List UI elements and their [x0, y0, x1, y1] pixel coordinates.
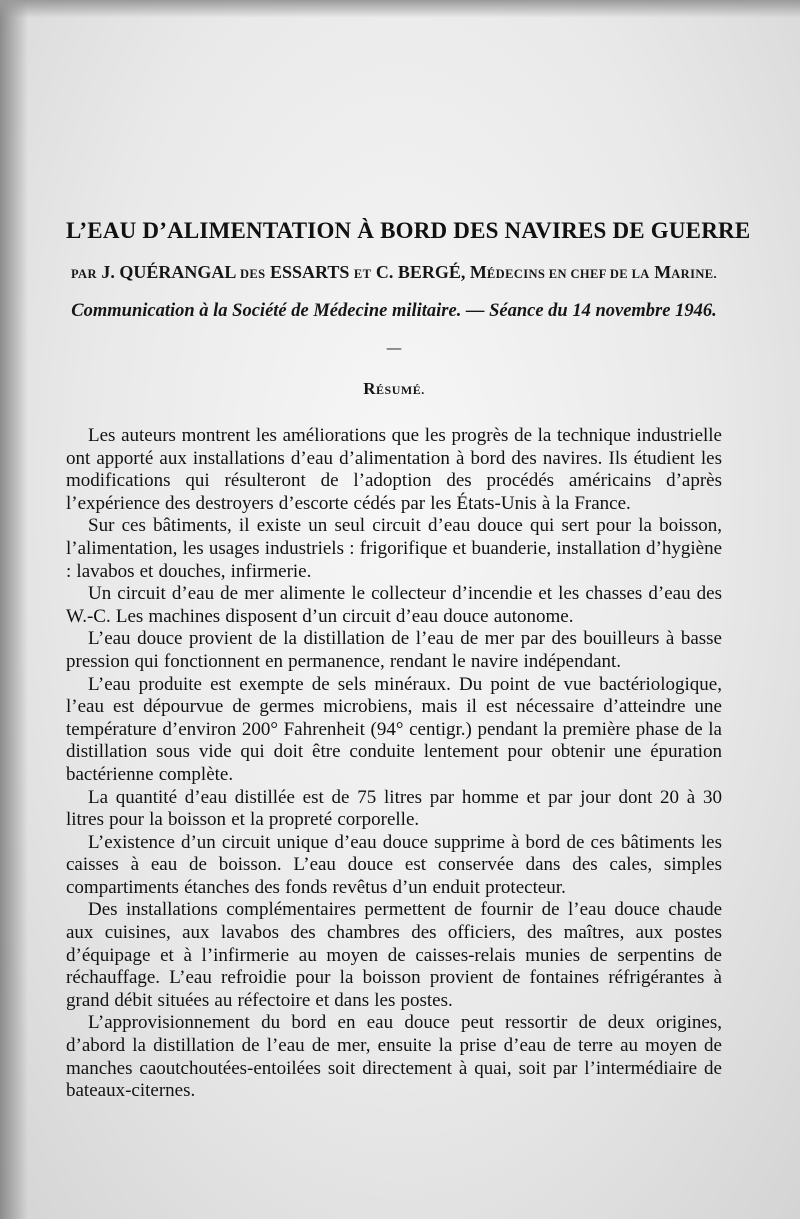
section-heading-resume	[66, 379, 722, 399]
byline-role-initial: M	[469, 262, 487, 282]
section-heading-rest: ÉSUMÉ.	[376, 383, 425, 397]
byline-author-1-suffix: ESSARTS	[269, 262, 350, 282]
separator-dash: —	[386, 338, 402, 357]
byline-role-rest: ÉDECINS EN CHEF DE LA	[486, 267, 650, 281]
byline	[66, 262, 722, 283]
article-title: L’EAU D’ALIMENTATION À BORD DES NAVIRES DE GUERRE	[66, 218, 751, 243]
article	[66, 218, 751, 1103]
paragraph: L’existence d’un circuit unique d’eau douce supprime à bord de ces bâtiments les caisses à eau de boisson. L’eau douce est conservée dans des cales, simples compartiments étanches des fonds revêtus d’un enduit protecteur.	[66, 831, 722, 898]
byline-marine	[654, 262, 717, 282]
byline-marine-initial: M	[654, 262, 672, 282]
byline-des: DES	[239, 267, 266, 281]
byline-et: ET	[353, 267, 372, 281]
byline-author-2: C. BERGÉ,	[375, 262, 466, 282]
resume-body	[66, 425, 722, 1103]
communication-line: Communication à la Société de Médecine militaire. — Séance du 14 novembre 1946.	[71, 301, 717, 321]
paragraph: L’approvisionnement du bord en eau douce peut ressortir de deux origines, d’abord la distillation de l’eau de mer, ensuite la prise d’eau de terre au moyen de manches caoutchoutées-entoilées soit directement à quai, soit par l’intermédiaire de bateaux-citernes.	[66, 1012, 722, 1102]
paragraph: Un circuit d’eau de mer alimente le collecteur d’incendie et les chasses d’eau des W.-C. Les machines disposent d’un circuit d’eau douce autonome.	[66, 583, 722, 627]
paragraph: La quantité d’eau distillée est de 75 litres par homme et par jour dont 20 à 30 litres pour la boisson et la propreté corporelle.	[66, 786, 722, 831]
byline-par: PAR	[70, 267, 97, 281]
section-heading-initial: R	[363, 379, 377, 398]
byline-marine-rest: ARINE.	[671, 267, 718, 281]
byline-role	[470, 262, 650, 282]
paragraph: L’eau produite est exempte de sels minéraux. Du point de vue bactériologique, l’eau est dépourvue de germes microbiens, mais il est nécessaire d’atteindre une température d’environ 200° Fahrenheit (94° centigr.) pendant la première phase de la distillation sous vide qui doit être conduite lentement pour obtenir une épuration bactérienne complète.	[66, 673, 722, 785]
paragraph: Des installations complémentaires permettent de fournir de l’eau douce chaude aux cuisines, aux lavabos des chambres des officiers, des maîtres, aux postes d’équipage et à l’infirmerie au moyen de caisses-relais munies de serpentins de réchauffage. L’eau refroidie pour la boisson provient de fontaines réfrigérantes à grand débit situées au réfectoire et dans les postes.	[66, 899, 722, 1011]
paragraph: Sur ces bâtiments, il existe un seul circuit d’eau douce qui sert pour la boisson, l’alimentation, les usages industriels : frigorifique et buanderie, installation d’hygiène : lavabos et douches, infirmerie.	[66, 515, 722, 582]
paragraph: Les auteurs montrent les améliorations que les progrès de la technique industrielle ont apporté aux installations d’eau d’alimentation à bord des navires. Ils étudient les modifications qui résulteront de l’adoption des procédés américains d’après l’expérience des destroyers d’escorte cédés par les États-Unis à la France.	[66, 425, 722, 514]
byline-author-1: J. QUÉRANGAL	[101, 262, 236, 282]
paragraph: L’eau douce provient de la distillation de l’eau de mer par des bouilleurs à basse pression qui fonctionnent en permanence, rendant le navire indépendant.	[66, 628, 722, 672]
